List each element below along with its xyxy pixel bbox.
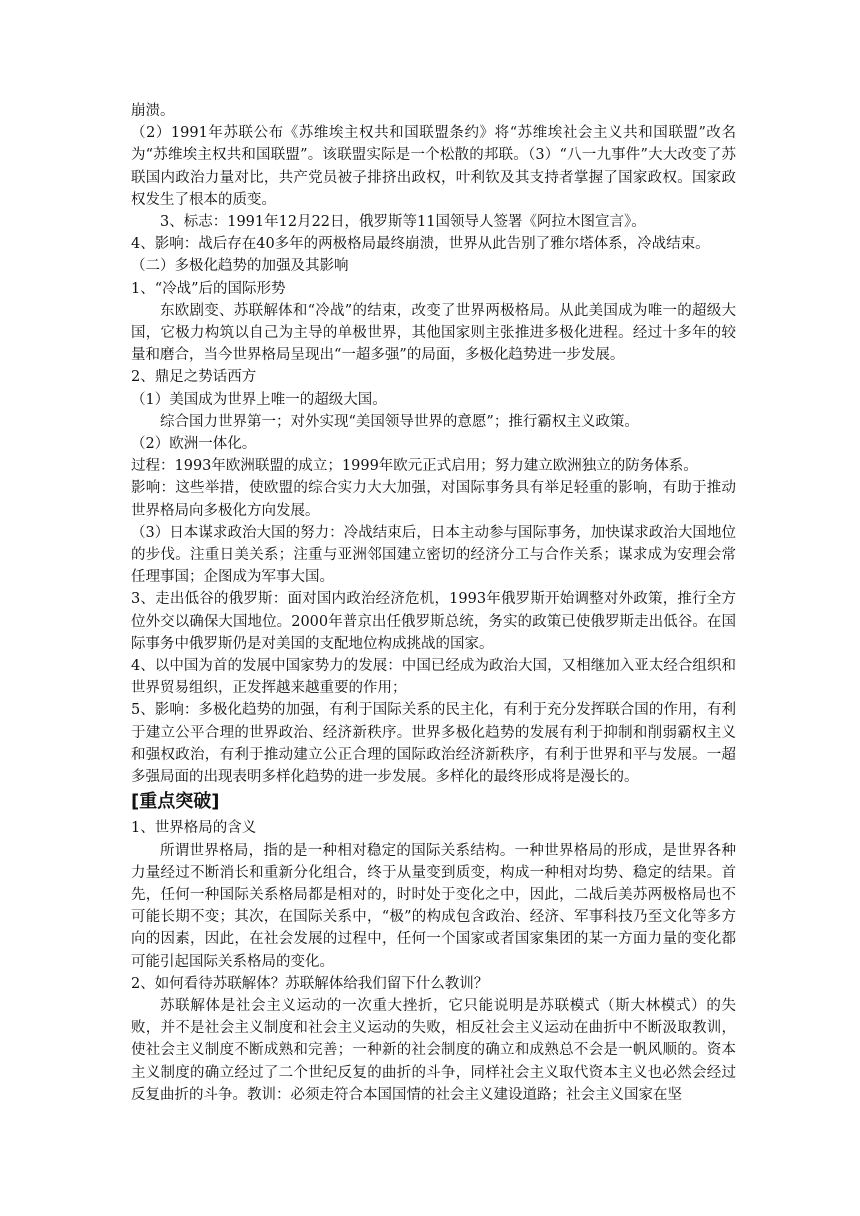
paragraph: 2、鼎足之势话西方 — [131, 369, 257, 386]
paragraph: 1、“冷战”后的国际形势 — [131, 280, 286, 297]
document-body-part2 — [131, 817, 736, 1106]
paragraph: 所谓世界格局，指的是一种相对稳定的国际关系结构。一种世界格局的形成，是世界各种力量经过不断消长和重新分化组合，终于从量变到质变，构成一种相对均势、稳定的结果。首先，任何一种国际关系格局都是相对的，时时处于变化之中，因此，二战后美苏两极格局也不可能长期不变；其次，在国际关系中，“极”的构成包含政治、经济、军事科技乃至文化等多方向的因素，因此，在社会发展的过程中，任何一个国家或者国家集团的某一方面力量的变化都可能引起国际关系格局的变化。 — [131, 842, 736, 970]
paragraph: （3）日本谋求政治大国的努力：冷战结束后，日本主动参与国际事务，加快谋求政治大国地位的步伐。注重日美关系；注重与亚洲邻国建立密切的经济分工与合作关系；谋求成为安理会常任理事国；企图成为军事大国。 — [131, 524, 736, 586]
paragraph: 2、如何看待苏联解体？苏联解体给我们留下什么教训？ — [131, 975, 489, 992]
document-page — [131, 100, 736, 1106]
paragraph: （二）多极化趋势的加强及其影响 — [131, 258, 349, 275]
paragraph: 1、世界格局的含义 — [131, 820, 257, 837]
paragraph: 5、影响：多极化趋势的加强，有利于国际关系的民主化，有利于充分发挥联合国的作用，有利于建立公平合理的世界政治、经济新秩序。世界多极化趋势的发展有利于抑制和削弱霸权主义和强权政治，有利于推动建立公正合理的国际政治经济新秩序，有利于世界和平与发展。一超多强局面的出现表明多样化趋势的进一步发展。多样化的最终形成将是漫长的。 — [131, 702, 736, 786]
paragraph: 3、走出低谷的俄罗斯：面对国内政治经济危机，1993年俄罗斯开始调整对外政策，推行全方位外交以确保大国地位。2000年普京出任俄罗斯总统，务实的政策已使俄罗斯走出低谷。在国际事务中俄罗斯仍是对美国的支配地位构成挑战的国家。 — [131, 591, 736, 652]
paragraph: 综合国力世界第一；对外实现“美国领导世界的意愿”；推行霸权主义政策。 — [160, 413, 639, 430]
paragraph: 4、以中国为首的发展中国家势力的发展：中国已经成为政治大国，又相继加入亚太经合组织和世界贸易组织，正发挥越来越重要的作用； — [131, 658, 736, 697]
document-body-part1 — [131, 100, 736, 788]
paragraph: 影响：这些举措，使欧盟的综合实力大大加强，对国际事务具有举足轻重的影响，有助于推动世界格局向多极化方向发展。 — [131, 480, 736, 519]
paragraph: 苏联解体是社会主义运动的一次重大挫折，它只能说明是苏联模式（斯大林模式）的失败，并不是社会主义制度和社会主义运动的失败，相反社会主义运动在曲折中不断汲取教训，使社会主义制度不断成熟和完善；一种新的社会制度的确立和成熟总不会是一帆风顺的。资本主义制度的确立经过了二个世纪反复的曲折的斗争，同样社会主义取代资本主义也必然会经过反复曲折的斗争。教训：必须走符合本国国情的社会主义建设道路；社会主义国家在坚 — [131, 997, 736, 1103]
paragraph: 东欧剧变、苏联解体和“冷战”的结束，改变了世界两极格局。从此美国成为唯一的超级大国，它极力构筑以自己为主导的单极世界，其他国家则主张推进多极化进程。经过十多年的较量和磨合，当今世界格局呈现出“一超多强”的局面，多极化趋势进一步发展。 — [131, 302, 736, 364]
paragraph: （1）美国成为世界上唯一的超级大国。 — [131, 391, 387, 408]
paragraph: 3、标志：1991年12月22日，俄罗斯等11国领导人签署《阿拉木图宣言》。 — [160, 214, 646, 231]
paragraph: （2）欧洲一体化。 — [131, 436, 257, 453]
paragraph: 崩溃。 — [131, 103, 175, 119]
paragraph: （2）1991年苏联公布《苏维埃主权共和国联盟条约》将“苏维埃社会主义共和国联盟”改名为“苏维埃主权共和国联盟”。该联盟实际是一个松散的邦联。（3）“八一九事件”大大改变了苏联国内政治力量对比，共产党员被子排挤出政权，叶利钦及其支持者掌握了国家政权。国家政权发生了根本的质变。 — [131, 125, 736, 208]
section-heading: [重点突破] — [131, 791, 220, 813]
paragraph: 过程：1993年欧洲联盟的成立；1999年欧元正式启用；努力建立欧洲独立的防务体系。 — [131, 458, 698, 475]
paragraph: 4、影响：战后存在40多年的两极格局最终崩溃，世界从此告别了雅尔塔体系，冷战结束。 — [131, 236, 710, 253]
